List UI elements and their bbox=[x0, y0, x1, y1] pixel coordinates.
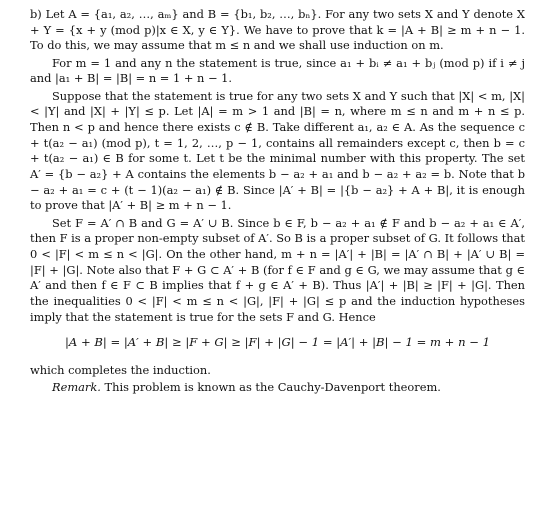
remark bbox=[30, 380, 525, 396]
paragraph-induction-step: Suppose that the statement is true for any two sets X and Y such that |X| < m, |X| < |Y| and |X| + |Y| ≤ p. Let |A| = m > 1 and |B| = n, where m ≤ n and m + n ≤ p. Then n < p and hence there exists c ∉ B. Take different a₁, a₂ ∈ A. As the sequence c + t(a₂ − a₁) (mod p), t = 1, 2, …, p − 1, contains all remainders except c, then b = c + t(a₂ − a₁) ∈ B for some t. Let t be the minimal number with this property. The set A′ = {b − a₂} + A contains the elements b − a₂ + a₁ and b − a₂ + a₂ = b. Note that b − a₂ + a₁ = c + (t − 1)(a₂ − a₁) ∉ B. Since |A′ + B| = |{b − a₂} + A + B|, it is enough to prove that |A′ + B| ≥ m + n − 1. bbox=[30, 88, 525, 213]
display-equation: |A + B| = |A′ + B| ≥ |F + G| ≥ |F| + |G| − 1 = |A′| + |B| − 1 = m + n − 1 bbox=[64, 334, 491, 349]
paragraph-closing: which completes the induction. bbox=[30, 363, 211, 378]
paragraph-base-case: For m = 1 and any n the statement is true, since a₁ + bᵢ ≠ a₁ + bⱼ (mod p) if i ≠ j and |a₁ + B| = |B| = n = 1 + n − 1. bbox=[30, 55, 525, 86]
remark-label: Remark. bbox=[52, 380, 101, 395]
remark-text: This problem is known as the Cauchy-Davenport theorem. bbox=[100, 380, 441, 395]
paragraph-sets-f-g: Set F = A′ ∩ B and G = A′ ∪ B. Since b ∈ F, b − a₂ + a₁ ∉ F and b − a₂ + a₁ ∈ A′, then F is a proper non-empty subset of A′. So B is a proper subset of G. It follows that 0 < |F| < m ≤ n < |G|. On the other hand, m + n = |A′| + |B| = |A′ ∩ B| + |A′ ∪ B| = |F| + |G|. Note also that F + G ⊂ A′ + B (for f ∈ F and g ∈ G, we may assume that g ∈ A′ and then f ∈ F ⊂ B implies that f + g ∈ A′ + B). Thus |A′| + |B| ≥ |F| + |G|. Then the inequalities 0 < |F| < m ≤ n < |G|, |F| + |G| ≤ p and the induction hypotheses imply that the statement is true for the sets F and G. Hence bbox=[30, 215, 525, 324]
paragraph-intro: b) Let A = {a₁, a₂, …, aₘ} and B = {b₁, b₂, …, bₙ}. For any two sets X and Y denote X + Y = {x + y (mod p)|x ∈ X, y ∈ Y}. We have to prove that k = |A + B| ≥ m + n − 1. To do this, we may assume that m ≤ n and we shall use induction on m. bbox=[30, 7, 525, 53]
